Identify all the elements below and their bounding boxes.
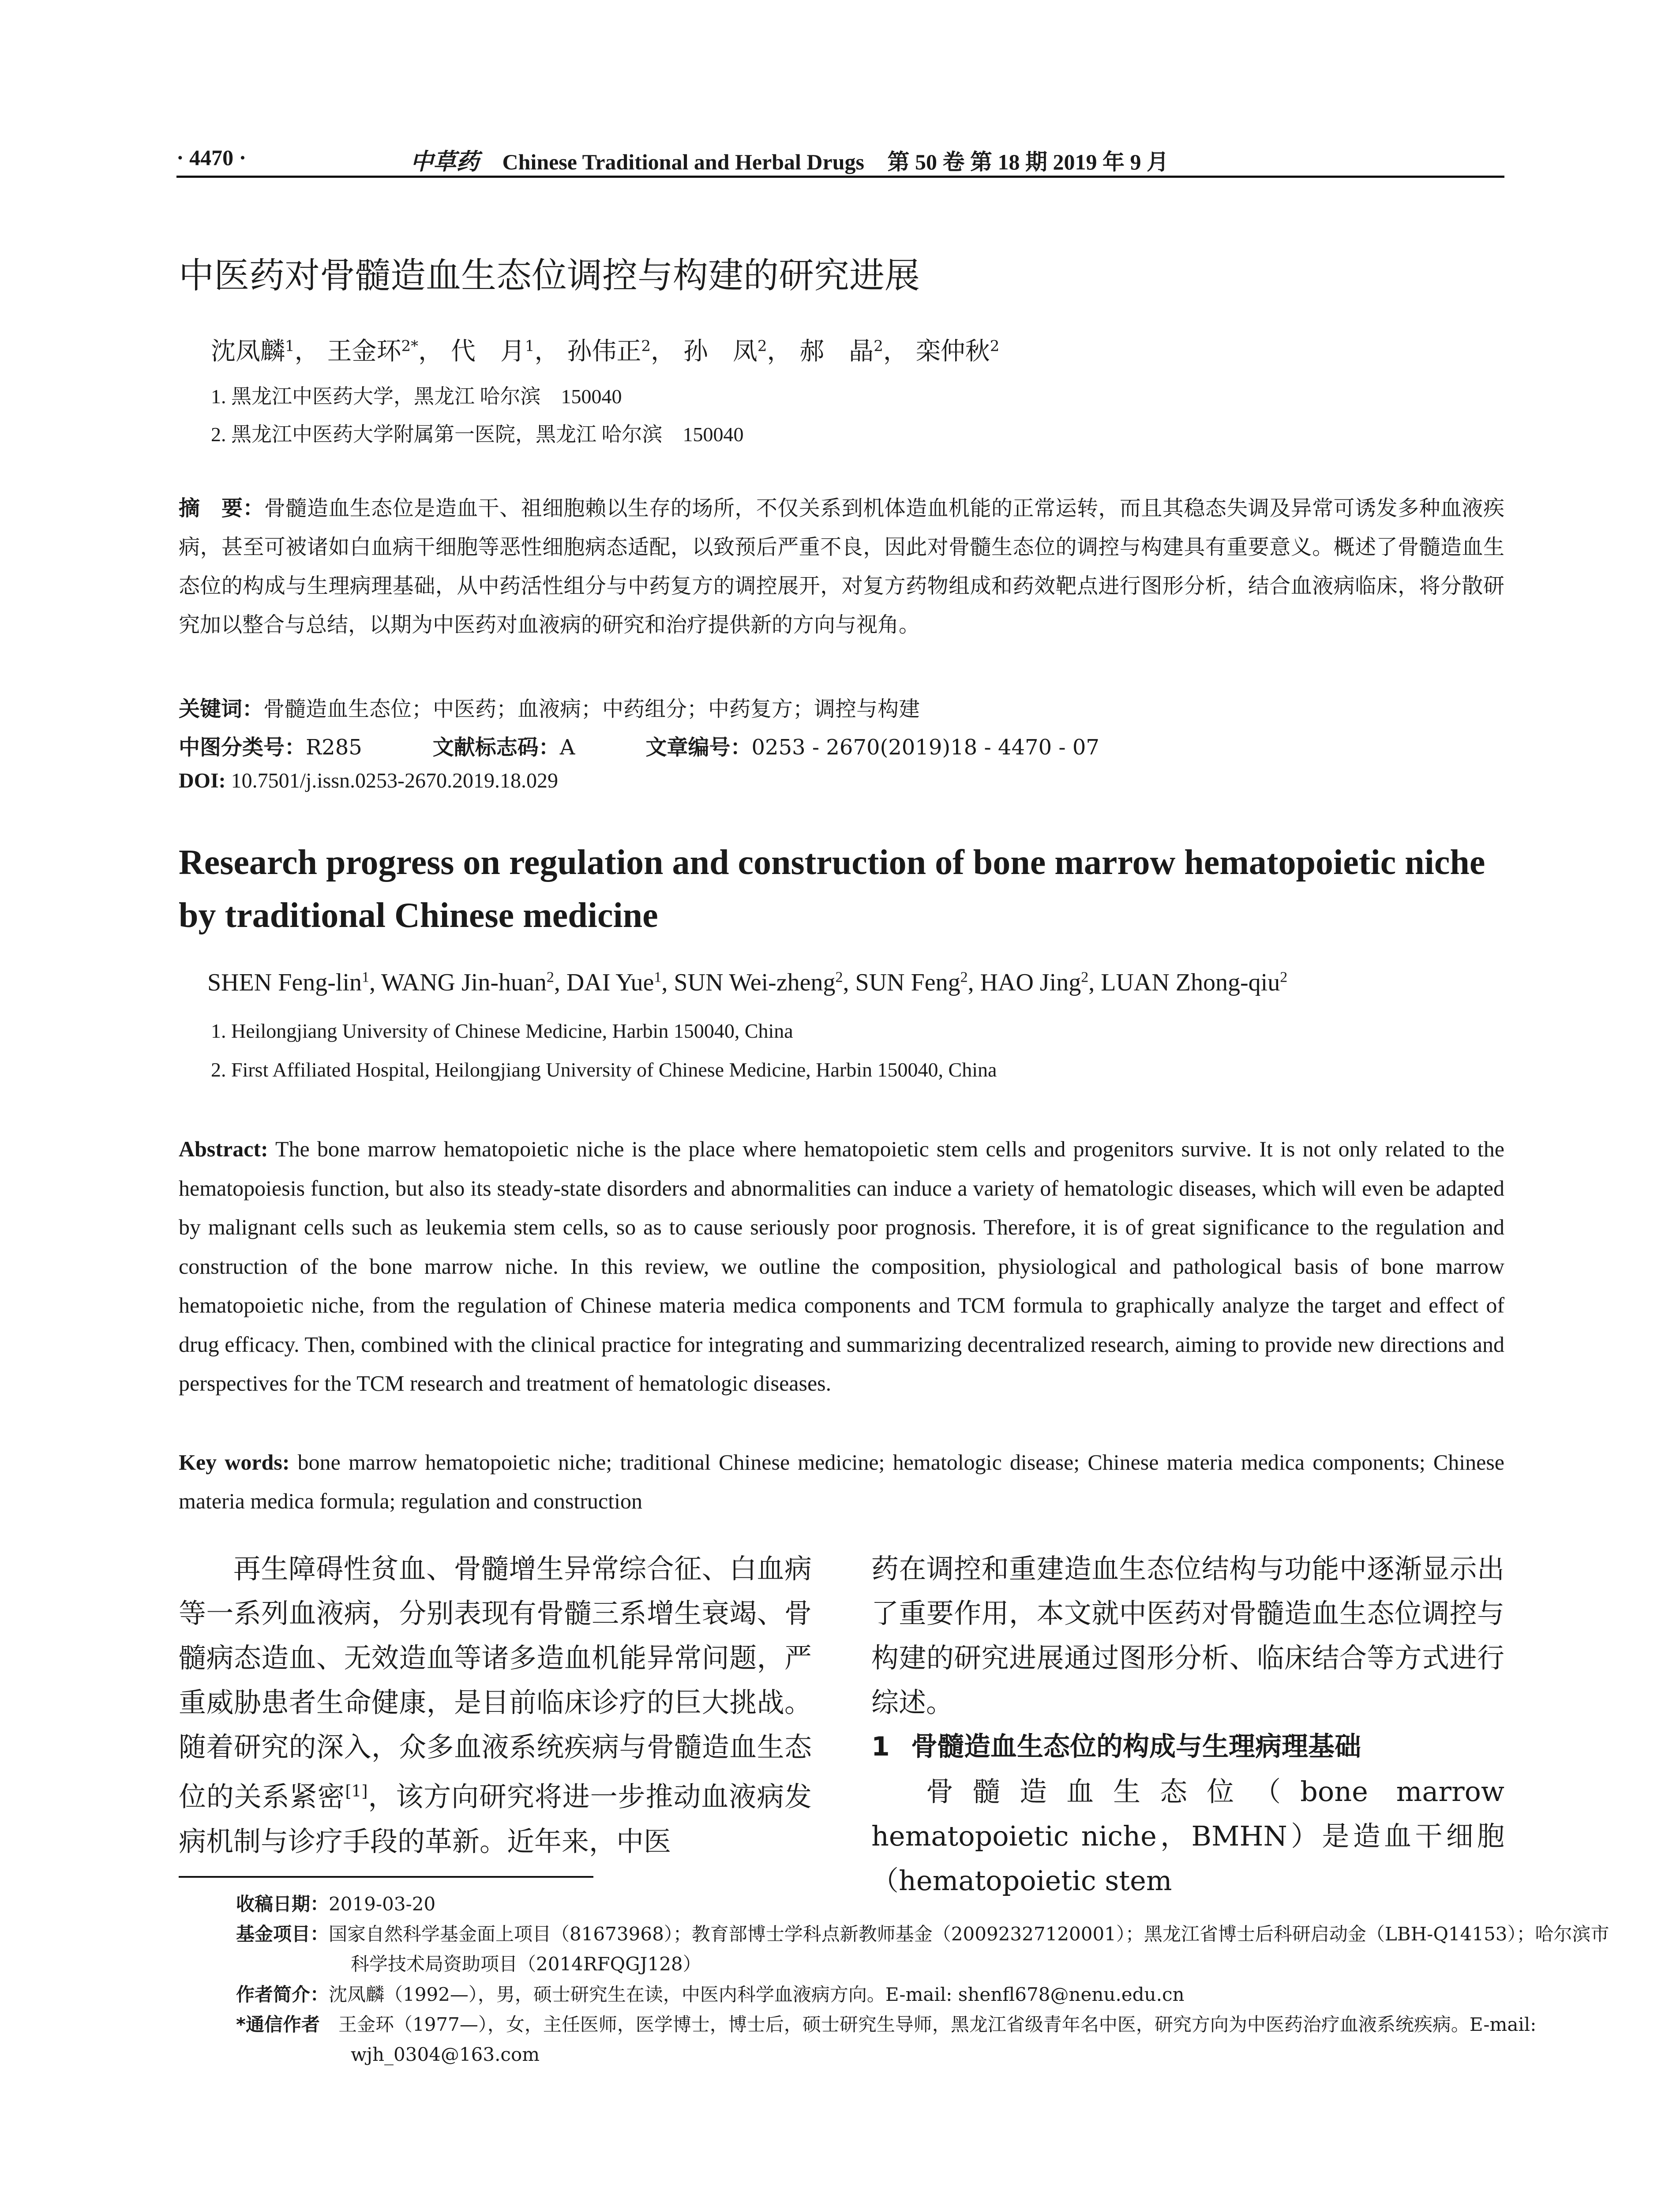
author-affiliation-mark: 2 xyxy=(757,337,767,355)
funding-label: 基金项目： xyxy=(236,1923,329,1945)
author-name: HAO Jing xyxy=(980,969,1081,996)
doi-line xyxy=(179,769,558,793)
author-name: SUN Feng xyxy=(855,969,960,996)
bio-value: 沈凤麟（1992—），男，硕士研究生在读，中医内科学血液病方向。E-mail: shenfl678@nenu.edu.cn xyxy=(329,1984,1185,2005)
abstract-cn xyxy=(179,489,1504,644)
author-affiliation-mark: 1 xyxy=(362,969,369,986)
author-affiliation-mark: 2 xyxy=(546,969,554,986)
abstract-en-label: Abstract: xyxy=(179,1137,268,1161)
corresponding-value: 王金环（1977—），女，主任医师，医学博士，博士后，硕士研究生导师，黑龙江省级青年名中医，研究方向为中医药治疗血液系统疾病。E-mail: wjh_0304@163.com xyxy=(338,2014,1537,2065)
keywords-en xyxy=(179,1443,1504,1520)
author-affiliation-mark: 1 xyxy=(285,337,295,355)
journal-issue: 第 50 卷 第 18 期 2019 年 9 月 xyxy=(887,150,1169,174)
clc-value: R285 xyxy=(306,735,362,760)
section-title: 骨髓造血生态位的构成与生理病理基础 xyxy=(911,1731,1361,1762)
corresponding-label: *通信作者 xyxy=(236,2014,320,2035)
author-name: 郝 晶 xyxy=(799,337,874,366)
paragraph-text: ，该方向研究将进一步推动血液病发病机制与诊疗手段的革新。近年来，中医 xyxy=(179,1780,812,1857)
author-affiliation-mark: 2 xyxy=(1081,969,1089,986)
author-affiliation-mark: 2* xyxy=(401,337,419,355)
author-affiliation-mark: 2 xyxy=(1280,969,1288,986)
article-number-value: 0253 - 2670(2019)18 - 4470 - 07 xyxy=(751,735,1099,760)
received-value: 2019-03-20 xyxy=(329,1893,436,1915)
abstract-en xyxy=(179,1129,1504,1403)
author-affiliation-mark: 1 xyxy=(525,337,535,355)
doc-code-label: 文献标志码： xyxy=(432,735,560,760)
journal-masthead xyxy=(410,143,1169,176)
keywords-cn-label: 关键词： xyxy=(179,697,264,721)
author-name: SHEN Feng-lin xyxy=(207,969,362,996)
author-affiliation-mark: 1 xyxy=(654,969,662,986)
footnote-funding xyxy=(236,1919,1619,1979)
doi-link[interactable]: 10.7501/j.issn.0253-2670.2019.18.029 xyxy=(231,769,559,792)
author-list-en: SHEN Feng-lin$^1$, WANG Jin-huan$^2$, DAI Yue$^1$, SUN Wei-zheng$^2$, SUN Feng$^2$, HAO Jing$^2$, LUAN Zhong-qiu$^2$ xyxy=(207,969,1288,996)
keywords-cn-text: 骨髓造血生态位；中医药；血液病；中药组分；中药复方；调控与构建 xyxy=(263,697,920,721)
affiliation-en-2: 2. First Affiliated Hospital, Heilongjiang University of Chinese Medicine, Harbin 150040, China xyxy=(211,1058,997,1081)
keywords-en-label: Key words: xyxy=(179,1450,290,1474)
keywords-cn xyxy=(179,692,920,722)
received-label: 收稿日期： xyxy=(236,1893,329,1915)
author-affiliation-mark: 2 xyxy=(990,337,1000,355)
article-number-label: 文章编号： xyxy=(645,735,752,760)
author-list-cn: 沈凤麟$^1$， 王金环$^{2*}$， 代 月$^1$， 孙伟正$^2$， 孙 凤$^2$， 郝 晶$^2$， 栾仲秋$^2$ xyxy=(211,337,1000,366)
article-title-cn: 中医药对骨髓造血生态位调控与构建的研究进展 xyxy=(179,255,920,296)
affiliation-en-1: 1. Heilongjiang University of Chinese Medicine, Harbin 150040, China xyxy=(211,1020,793,1042)
author-name: 孙 凤 xyxy=(683,337,758,366)
author-affiliation-mark: 2 xyxy=(641,337,651,355)
running-header xyxy=(176,140,1504,178)
author-name: 孙伟正 xyxy=(567,337,641,366)
body-paragraph: 骨髓造血生态位（bone marrow hematopoietic niche，BMHN）是造血干细胞（hematopoietic stem xyxy=(871,1775,1504,1897)
author-affiliation-mark: 2 xyxy=(960,969,968,986)
footnote-corresponding xyxy=(236,2010,1619,2070)
affiliation-cn-1: 1. 黑龙江中医药大学，黑龙江 哈尔滨 150040 xyxy=(211,385,622,408)
abstract-en-text: The bone marrow hematopoietic niche is the place where hematopoietic stem cells and progenitors survive. It is not only related to the hematopoiesis function, but also its steady-state disorders and abnormalities can induce a variety of hematologic diseases, which will even be adapted by malignant cells such as leukemia stem cells, so as to cause seriously poor prognosis. Therefore, it is of great significance to the regulation and construction of the bone marrow niche. In this review, we outline the composition, physiological and pathological basis of bone marrow hematopoietic niche, from the regulation of Chinese materia medica components and TCM formula to graphically analyze the target and effect of drug efficacy. Then, combined with the clinical practice for integrating and summarizing decentralized research, aiming to provide new directions and perspectives for the TCM research and treatment of hematologic diseases. xyxy=(179,1137,1504,1396)
journal-logo: 中草药 xyxy=(410,148,480,175)
footnote-received xyxy=(236,1889,1504,1919)
footnote-author-bio xyxy=(236,1980,1504,2010)
page-number: · 4470 · xyxy=(176,145,247,170)
keywords-en-text: bone marrow hematopoietic niche; traditional Chinese medicine; hematologic disease; Chinese materia medica components; Chinese materia medica formula; regulation and construction xyxy=(179,1450,1504,1513)
bio-label: 作者简介： xyxy=(236,1984,329,2005)
paragraph-text: 再生障碍性贫血、骨髓增生异常综合征、白血病等一系列血液病，分别表现有骨髓三系增生衰竭、骨髓病态造血、无效造血等诸多造血机能异常问题，严重威胁患者生命健康，是目前临床诊疗的巨大挑战。随着研究的深入，众多血液系统疾病与骨髓造血生态位的关系紧密 xyxy=(179,1553,812,1813)
doc-code-value: A xyxy=(559,735,575,760)
author-name: DAI Yue xyxy=(566,969,654,996)
author-name: WANG Jin-huan xyxy=(381,969,547,996)
affiliation-cn-2: 2. 黑龙江中医药大学附属第一医院，黑龙江 哈尔滨 150040 xyxy=(211,423,744,446)
article-title-en: Research progress on regulation and construction of bone marrow hematopoietic niche by traditional Chinese medicine xyxy=(179,843,1485,935)
abstract-cn-label: 摘 要： xyxy=(179,496,264,521)
author-affiliation-mark: 2 xyxy=(874,337,883,355)
journal-name-en: Chinese Traditional and Herbal Drugs xyxy=(502,150,864,174)
author-name: 沈凤麟 xyxy=(211,337,285,366)
footnote-divider xyxy=(179,1876,593,1878)
body-column-left xyxy=(179,1546,812,1864)
author-name: 代 月 xyxy=(450,337,525,366)
author-name: 栾仲秋 xyxy=(915,337,990,366)
section-heading xyxy=(871,1725,1504,1769)
abstract-cn-text: 骨髓造血生态位是造血干、祖细胞赖以生存的场所，不仅关系到机体造血机能的正常运转，而且其稳态失调及异常可诱发多种血液疾病，甚至可被诸如白血病干细胞等恶性细胞病态适配，以致预后严重不良，因此对骨髓生态位的调控与构建具有重要意义。概述了骨髓造血生态位的构成与生理病理基础，从中药活性组分与中药复方的调控展开，对复方药物组成和药效靶点进行图形分析，结合血液病临床，将分散研究加以整合与总结，以期为中医药对血液病的研究和治疗提供新的方向与视角。 xyxy=(179,496,1504,637)
clc-label: 中图分类号： xyxy=(179,735,306,760)
author-name: SUN Wei-zheng xyxy=(674,969,836,996)
body-paragraph xyxy=(179,1546,812,1864)
body-column-right xyxy=(871,1546,1504,1903)
author-name: 王金环 xyxy=(327,337,401,366)
author-name: LUAN Zhong-qiu xyxy=(1101,969,1280,996)
body-paragraph: 药在调控和重建造血生态位结构与功能中逐渐显示出了重要作用，本文就中医药对骨髓造血生态位调控与构建的研究进展通过图形分析、临床结合等方式进行综述。 xyxy=(871,1553,1504,1718)
citation-ref[interactable]: [1] xyxy=(345,1782,368,1801)
funding-value: 国家自然科学基金面上项目（81673968）；教育部博士学科点新教师基金（20092327120001）；黑龙江省博士后科研启动金（LBH-Q14153）；哈尔滨市科学技术局资助项目（2014RFQGJ128） xyxy=(329,1923,1609,1975)
classification-line xyxy=(179,730,1099,761)
author-affiliation-mark: 2 xyxy=(835,969,843,986)
section-number: 1 xyxy=(871,1731,890,1762)
doi-label: DOI: xyxy=(179,769,226,792)
